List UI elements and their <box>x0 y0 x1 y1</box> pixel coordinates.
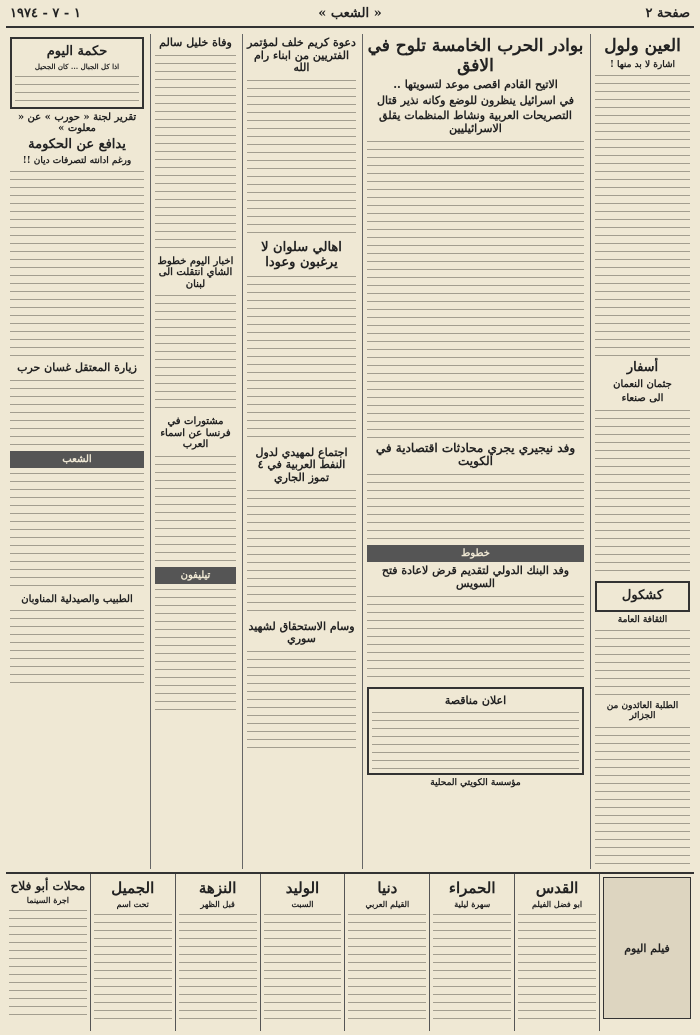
column-center <box>242 34 360 869</box>
ad-subtitle: سهرة ليلية <box>454 899 491 909</box>
column-subtitle: اشارة لا بد منها ! <box>609 59 676 70</box>
article-text <box>10 471 144 591</box>
ad-subtitle: القيلم العربي <box>365 899 410 909</box>
article-text <box>10 169 144 359</box>
column-right <box>590 34 694 869</box>
ad-text <box>264 912 342 1022</box>
paper-name: « الشعب » <box>318 6 382 21</box>
article-text <box>155 587 236 717</box>
article-subheadline: ورغم ادانته لتصرفات ديان !! <box>22 155 132 166</box>
ad-title: القدس <box>535 879 579 897</box>
ad-cinema <box>429 874 514 1031</box>
ad-shop <box>6 874 90 1031</box>
issue-date: ١ - ٧ - ١٩٧٤ <box>10 6 81 21</box>
notice-footer: مؤسسة الكويتي المحلية <box>430 778 521 789</box>
article-text <box>595 408 690 578</box>
ad-text <box>94 912 172 1022</box>
article-subheadline: الى صنعاء <box>621 393 664 405</box>
box-title: حكمة اليوم <box>46 44 108 59</box>
ad-subtitle: قبل الظهر <box>200 899 235 909</box>
logo-text: فيلم اليوم <box>624 941 670 955</box>
column-left-center <box>150 34 240 869</box>
ad-cinema <box>175 874 260 1031</box>
ad-title: الوليد <box>285 879 320 897</box>
article-headline: الطلبة العائدون من الجزائر <box>606 701 679 722</box>
article-headline: وفد البنك الدولي لتقديم قرض لاعادة فتح السويس <box>381 564 570 590</box>
article-headline: اهالي سلوان لا يرغبون وعودا <box>261 239 342 270</box>
ad-stamp <box>599 874 694 1031</box>
article-text <box>10 608 144 688</box>
ad-cinema <box>344 874 429 1031</box>
article-text <box>595 725 690 865</box>
notice-text <box>372 710 579 770</box>
article-headline: وفد نيجيري يجري محادثات اقتصادية في الكويت <box>375 440 576 469</box>
article-headline: اخبار اليوم خطوط الشاي انتقلت الى لبنان <box>157 255 234 290</box>
ad-subtitle: ابو فضل الفيلم <box>532 899 583 909</box>
wisdom-box <box>10 37 144 109</box>
column-left <box>6 34 148 869</box>
ad-title: الجميل <box>111 879 155 897</box>
article-headline: جثمان النعمان <box>613 378 672 390</box>
main-subheadline: الاتيح القادم اقصى موعد لتسويتها .. <box>393 78 558 92</box>
ad-subtitle: تحت اسم <box>116 899 149 909</box>
ad-cinema <box>514 874 599 1031</box>
ad-text <box>348 912 426 1022</box>
ad-subtitle: السبت <box>291 899 314 909</box>
column-main <box>362 34 588 869</box>
main-subheadline: التصريحات العربية ونشاط المنظمات يقلق الاسرائيليين <box>379 109 572 136</box>
article-text <box>155 293 236 413</box>
ad-subtitle: اجرة السينما <box>26 895 70 905</box>
main-headline: بوادر الحرب الخامسة تلوح في الافق <box>367 36 584 76</box>
article-headline: وسام الاستحقاق لشهيد سوري <box>248 619 355 646</box>
box-title: كشكول <box>621 587 664 603</box>
kashkool-box <box>595 581 690 612</box>
ad-title: دنيا <box>377 879 398 897</box>
main-subheadline: في اسرائيل ينظرون للوضع وكانه نذير قتال <box>377 93 574 107</box>
article-text <box>247 488 356 618</box>
article-headline: دعوة كريم خلف لمؤتمر الفتريين من ابناء رام الله <box>247 36 356 75</box>
article-text <box>155 454 236 564</box>
article-text <box>247 649 356 749</box>
article-headline: وفاة خليل سالم <box>159 36 232 49</box>
article-text <box>247 274 356 444</box>
article-headline: الثقافة العامة <box>617 614 668 625</box>
ad-text <box>433 912 511 1022</box>
article-headline: الطبيب والصيدلية المناوبان <box>21 593 133 605</box>
article-headline: اجتماع لمهيدي لدول النفط العربية في ٤ تموز الجاري <box>255 445 348 485</box>
ads-row <box>6 872 694 1031</box>
article-text <box>155 53 236 253</box>
ad-title: النزهة <box>198 879 237 897</box>
box-text: اذا كل الجبال ... كان الجحيل <box>34 61 120 71</box>
article-text <box>595 73 690 358</box>
ad-cinema <box>260 874 345 1031</box>
ad-text <box>9 908 87 1018</box>
ad-title: الحمراء <box>448 879 496 897</box>
section-banner: تيليفون <box>155 567 236 584</box>
section-banner: الشعب <box>10 451 144 468</box>
article-text <box>247 78 356 238</box>
article-headline: يدافع عن الحكومة <box>28 136 126 152</box>
article-text <box>367 472 584 542</box>
cinema-logo <box>603 877 691 1019</box>
article-headline: مشتورات في فرنسا عن اسماء العرب <box>160 416 231 451</box>
ad-text <box>518 912 596 1022</box>
section-banner: خطوط <box>367 545 584 562</box>
column-title: العين ولول <box>604 36 681 56</box>
box-lines <box>15 74 139 104</box>
article-text <box>367 139 584 439</box>
article-headline: زيارة المعتقل غسان حرب <box>17 361 137 375</box>
ad-text <box>179 912 257 1022</box>
ad-title: محلات أبو فلاح <box>10 879 86 893</box>
tender-notice <box>367 687 584 776</box>
notice-title: اعلان مناقصة <box>444 693 507 707</box>
masthead-rule <box>6 26 694 28</box>
article-headline: تقرير لجنة « حورب » عن « معلوت » <box>17 111 137 135</box>
column2-title: أسفار <box>626 359 659 375</box>
article-text <box>10 378 144 448</box>
ad-cinema <box>90 874 175 1031</box>
page-number: صفحة ٢ <box>645 6 690 21</box>
article-text <box>367 594 584 684</box>
article-text <box>595 628 690 698</box>
